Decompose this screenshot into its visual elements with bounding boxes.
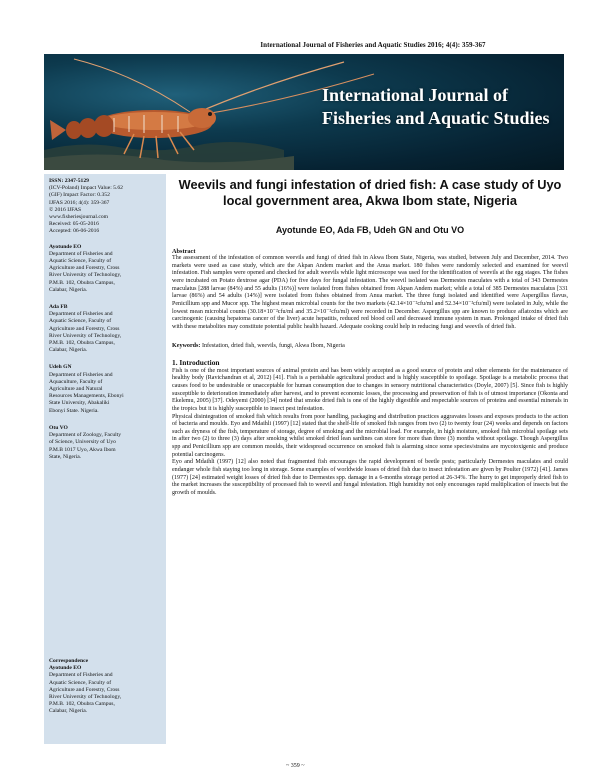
meta-line: (GIF) Impact Factor: 0.352 — [49, 192, 110, 199]
received-date: Received: 05-05-2016 — [49, 221, 99, 228]
banner-journal-title — [322, 84, 562, 130]
meta-line: (ICV-Poland) Impact Value: 5.62 — [49, 185, 123, 192]
affiliation-line: River University of Technology, — [49, 694, 122, 701]
author-name: Otu VO — [49, 424, 68, 431]
journal-citation-line: International Journal of Fisheries and Aquatic Studies 2016; 4(4): 359-367 — [260, 41, 486, 49]
affiliation-line: Aquatic Science, Faculty of — [49, 679, 112, 686]
author-affiliation — [49, 364, 162, 414]
affiliation-line: Department of Zoology, Faculty — [49, 432, 122, 439]
article-authors: Ayotunde EO, Ada FB, Udeh GN and Otu VO — [275, 225, 465, 235]
affiliation-line: Agriculture and Forestry, Cross — [49, 686, 120, 693]
affiliation-line: Aquatic Science, Faculty of — [49, 318, 112, 325]
keywords — [172, 343, 568, 349]
correspondence-label: Correspondence — [49, 658, 89, 664]
keywords-list: Infestation, dried fish, weevils, fungi, Akwa Ibom, Nigeria — [201, 342, 345, 349]
intro-paragraph: Physical disintegration of smoked fish which results from poor handling, packaging and distribution practices aggravates losses and exposes products to the action of bacteria and moulds. Eyo and Mdaihli (1997) [12] stated that the shelf-life of smoked fish ranges from two (2) to twenty four (24) weeks and depends on factors such as dryness of the fish, temperature of storage, degree of smoking and the microbial load. For example, in high moisture, smoked fish microbial spoilage sets in after two (2) to three (3) days after smoking whilst smoked dried lean sardines can store for more than three (3) months without spoilage. Though Aspergillus spp and Penicillium spp are common moulds, their widespread occurrence on smoked fish is alarming since some species/strains are mycotoxigenic and produce potential carcinogens. — [172, 413, 568, 458]
affiliation-line: Aquatic Science, Faculty of — [49, 258, 112, 265]
author-name: Udeh GN — [49, 364, 72, 371]
author-affiliation — [49, 425, 162, 461]
banner-title-line1: International Journal of — [322, 85, 509, 105]
intro-paragraph: Fish is one of the most important sources of animal protein and has been widely accepted as a good source of protein and other elements for the maintenance of healthy body (Ravichandran et al, 2012) [41]. Fish is a perishable agricultural product and is highly susceptible to spoilage. Spoilage is a metabolic process that causes food to be undesirable or unacceptable for human consumption due to changes in sensory nutritional characteristics (Doyle, 2007) [5]. Since fish is highly susceptible to deterioration immediately after harvest, and to prevent economic losses, the processing and preservation of fish is of utmost importance (Okonta and Ekelemu, 2005) [37]. Odeyemi (2000) [34] noted that smoke dried fish is one of the highly digestible and respectable sources of proteins and essential minerals in the tropics but it is highly susceptible to insect pest infestation. — [172, 367, 568, 412]
page-number: ~ 359 ~ — [286, 763, 305, 769]
correspondence-name: Ayotunde EO — [49, 665, 82, 672]
meta-line: IJFAS 2016; 4(4): 359-367 — [49, 199, 110, 206]
abstract-heading: Abstract — [172, 248, 196, 255]
author-affiliation — [49, 304, 162, 354]
author-name: Ayotunde EO — [49, 243, 82, 250]
journal-website-link[interactable]: www.fisheriesjournal.com — [49, 214, 108, 221]
abstract-text: The assessment of the infestation of common weevils and fungi of dried fish in Akwa Ibom State, Nigeria, was studied, between July and December, 2014. Two markets were used as case study, which are the Akpan Andem market and the Anua market. 180 fishes were randomly selected and examined for weevil infestation. Fish samples were opened and checked for adult weevils while light microscope was used for the identification of weevils at the egg stages. The fishes were incubated on Potato dextrose agar (PDA) for five days for fungal infestation. The weevil isolated was Dermestes maculates with a total of 343 Dermestes maculatus [288 larvae (84%) and 55 adults (16%)] were isolated from fishes obtained from Akpan Andem market; while a total of 385 Dermestes maculatus [331 larvae (86%) and 54 adults (14%)] were isolated from fishes obtained from Anua market. The three fungi isolated and identified were Aspergillus flavus, Penicillium spp and Mucor spp. The highest mean microbial counts for the two markets (42.14×10⁻²cfu/ml and 52.34×10⁻²cfu/ml) were isolated in July, while the lowest mean microbial counts (30.18×10⁻²cfu/ml and 35.2×10⁻²cfu/ml) were recorded in December. Aspergillus spp are known to produce aflatoxins which are carcinogenic (causing hepatoma cancer of the liver) acute hepatitis, reduced red blood cell and decreased immune system in man. Prolonged intake of dried fish with these metabolites may constitute potential public health hazard. Adequate cooking could help in reducing fungi and weevils of dried fish. — [172, 255, 568, 330]
sidebar-info-panel — [44, 174, 166, 744]
publication-meta — [49, 178, 162, 236]
correspondence-block — [49, 658, 161, 716]
affiliation-line: P.M.B. 102, Obubra Campus, — [49, 279, 115, 286]
affiliation-line: Ebonyi State. Nigeria. — [49, 407, 99, 414]
introduction-heading: 1. Introduction — [172, 357, 220, 367]
meta-line: © 2016 IJFAS — [49, 206, 82, 213]
affiliation-line: Department of Fisheries and — [49, 371, 113, 378]
affiliation-line: P.M.B 1017 Uyo, Akwa Ibom — [49, 446, 116, 453]
affiliation-line: Department of Fisheries and — [49, 311, 113, 318]
affiliation-line: Aquaculture, Faculty of — [49, 378, 103, 385]
issn: ISSN: 2347-5129 — [49, 178, 89, 184]
intro-paragraph: Eyo and Mdaihli (1997) [12] also noted that fragmented fish encourages the rapid development of beetle pests; particularly Dermestes maculates and could endanger whole fish staying too long in storage. Some examples of worldwide losses of dried fish due to insect infestation are given by Poulter (1972) [41]. James (1977) [24] estimated weight losses of dried fish due to Dermestes spp. damage in a 6-months storage period at 26-34%. The hurry to get improperly dried fish to the market increases the susceptibility of processed fish to weevil and fungal infestation. High humidity not only encourages rapid multiplication of insects but the growth of moulds. — [172, 459, 568, 497]
affiliation-line: of Science, University of Uyo — [49, 439, 116, 446]
article-body — [172, 174, 568, 498]
affiliation-line: Department of Fisheries and — [49, 250, 113, 257]
affiliation-line: Calabar, Nigeria. — [49, 286, 88, 293]
affiliation-line: State, Nigeria. — [49, 453, 82, 460]
keywords-label: Keywords: — [172, 342, 201, 349]
accepted-date: Accepted: 06-06-2016 — [49, 228, 100, 235]
affiliation-line: State University, Abakaliki — [49, 400, 110, 407]
journal-banner — [44, 54, 564, 170]
affiliation-line: Agriculture and Forestry, Cross — [49, 325, 120, 332]
author-name: Ada FB — [49, 304, 68, 311]
affiliation-line: Agriculture and Natural — [49, 386, 103, 393]
affiliation-line: Resources Managements, Ebonyi — [49, 393, 124, 400]
banner-title-line2: Fisheries and Aquatic Studies — [322, 108, 550, 128]
author-affiliation — [49, 244, 162, 294]
affiliation-line: P.M.B. 102, Obubra Campus, — [49, 701, 115, 708]
affiliation-line: Department of Fisheries and — [49, 672, 113, 679]
affiliation-line: Calabar, Nigeria. — [49, 347, 88, 354]
affiliation-line: P.M.B. 102, Obubra Campus, — [49, 340, 115, 347]
affiliation-line: Calabar, Nigeria. — [49, 708, 88, 715]
article-title: Weevils and fungi infestation of dried fish: A case study of Uyo local government area, Akwa Ibom state, Nigeria — [178, 177, 562, 208]
affiliation-line: Agriculture and Forestry, Cross — [49, 265, 120, 272]
affiliation-line: River University of Technology, — [49, 272, 122, 279]
affiliation-line: River University of Technology, — [49, 332, 122, 339]
